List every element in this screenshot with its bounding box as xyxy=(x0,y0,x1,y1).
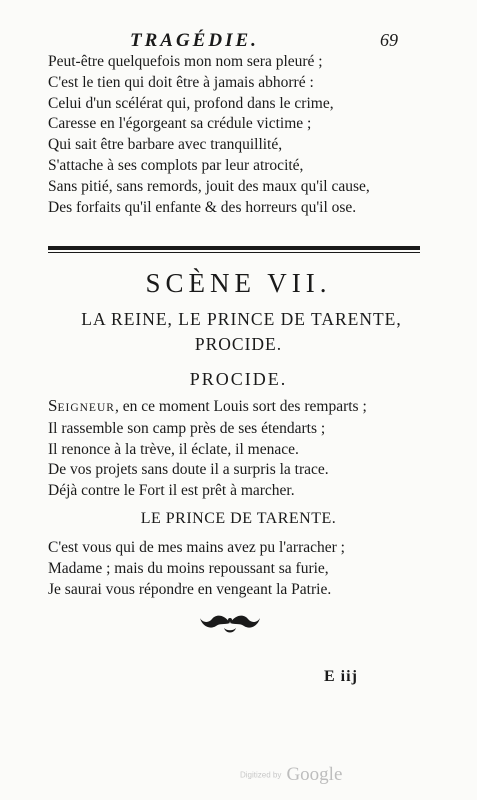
verse-line: S'attache à ses complots par leur atrocité, xyxy=(48,156,304,174)
scene-characters-line-2: PROCIDE. xyxy=(194,334,283,354)
tailpiece-ornament-icon xyxy=(198,608,262,638)
digitization-watermark xyxy=(240,764,342,786)
verse-line: Caresse en l'égorgeant sa crédule victime ; xyxy=(48,115,312,133)
drop-initial: S xyxy=(48,396,58,415)
verse-line: C'est le tien qui doit être à jamais abhorré : xyxy=(48,73,314,91)
divider-thick-rule xyxy=(48,246,420,250)
scene-title: SCÈNE VII. xyxy=(145,268,332,298)
first-line-rest: , en ce moment Louis sort des remparts ; xyxy=(114,398,367,415)
verse-line: Des forfaits qu'il enfante & des horreurs qu'il ose. xyxy=(48,198,357,216)
section-divider xyxy=(48,246,420,253)
speaker-name-procide: PROCIDE. xyxy=(189,369,288,389)
watermark-brand: Google xyxy=(286,764,343,785)
speech-procide xyxy=(48,396,428,502)
verse-line: Déjà contre le Fort il est prêt à marcher. xyxy=(48,482,295,500)
verse-line: Qui sait être barbare avec tranquillité, xyxy=(48,136,283,154)
verse-line: Madame ; mais du moins repoussant sa furie, xyxy=(48,559,329,577)
running-title: TRAGÉDIE. xyxy=(130,30,259,51)
verse-line: De vos projets sans doute il a surpris la trace. xyxy=(48,461,329,479)
scene-characters-line-1: LA REINE, LE PRINCE DE TARENTE, xyxy=(81,309,402,329)
first-word-smallcaps: EIGNEUR xyxy=(57,402,115,414)
divider-thin-rule xyxy=(48,252,420,253)
verse-line: Il renonce à la trève, il éclate, il menace. xyxy=(48,440,299,458)
verse-line: C'est vous qui de mes mains avez pu l'arracher ; xyxy=(48,539,345,556)
verse-line: Peut-être quelquefois mon nom sera pleuré ; xyxy=(48,53,323,70)
verse-line: Celui d'un scélérat qui, profond dans le crime, xyxy=(48,94,334,112)
verse-line: Sans pitié, sans remords, jouit des maux qu'il cause, xyxy=(48,177,370,195)
verse-line-first xyxy=(48,396,428,419)
watermark-prefix: Digitized by xyxy=(240,770,282,780)
verse-line: Je saurai vous répondre en vengeant la Patrie. xyxy=(48,580,332,598)
speaker-name-prince: LE PRINCE DE TARENTE. xyxy=(140,510,337,527)
signature-mark: E iij xyxy=(324,668,358,685)
running-head xyxy=(0,30,477,52)
verse-line: Il rassemble son camp près de ses étendarts ; xyxy=(48,419,326,437)
speech-prince xyxy=(48,538,428,600)
page-number: 69 xyxy=(380,30,398,50)
verse-block-top xyxy=(48,52,428,218)
